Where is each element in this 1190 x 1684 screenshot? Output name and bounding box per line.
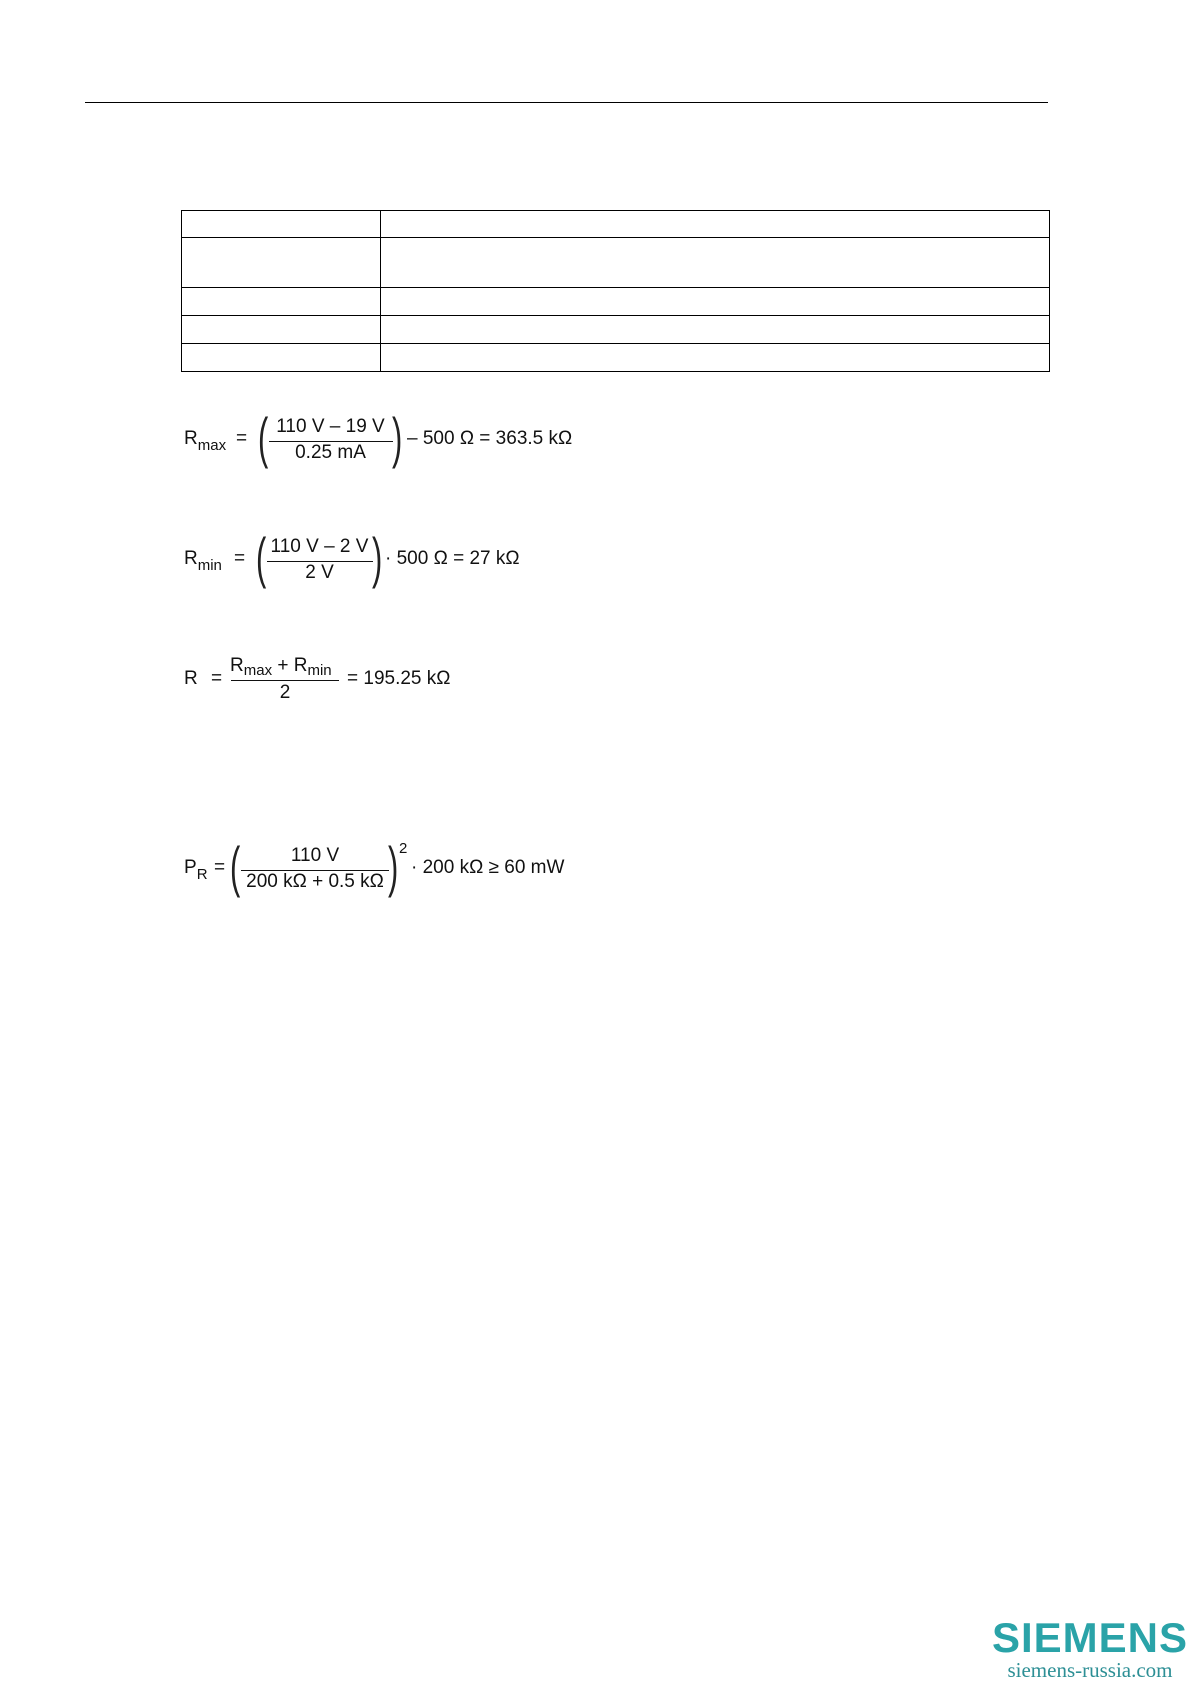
- table-cell: [381, 238, 1050, 288]
- table-cell: [182, 238, 381, 288]
- table-cell: [381, 344, 1050, 372]
- formula-lhs: R: [184, 668, 198, 689]
- fraction-denominator: 0.25 mA: [295, 442, 366, 463]
- formula-lhs: P: [184, 857, 197, 878]
- fraction-bar: [231, 680, 339, 681]
- table-cell: [182, 288, 381, 316]
- formula-lhs-subscript: R: [196, 866, 208, 883]
- table-cell: [381, 288, 1050, 316]
- formula-lhs-subscript: max: [197, 437, 227, 454]
- table-row: [182, 288, 1050, 316]
- table-cell: [182, 344, 381, 372]
- siemens-logo: SIEMENS: [991, 1614, 1189, 1661]
- right-paren: ): [392, 406, 403, 469]
- parameter-table: [181, 210, 1050, 372]
- fraction-numerator: $R_{max} + R_{min}$: [230, 655, 332, 679]
- formula-tail: · 200 kΩ ≥ 60 mW: [411, 857, 565, 878]
- table-cell: [182, 316, 381, 344]
- table-row: [182, 211, 1050, 238]
- fraction-denominator: 2 V: [305, 562, 334, 583]
- equals-sign: =: [211, 668, 223, 689]
- fraction-numerator: 110 V: [290, 845, 340, 866]
- fraction-denominator: 200 kΩ + 0.5 kΩ: [246, 871, 384, 892]
- table-row: [182, 316, 1050, 344]
- exponent: 2: [399, 840, 408, 857]
- table-row: [182, 238, 1050, 288]
- fraction-denominator: 2: [279, 682, 291, 703]
- equals-sign: =: [234, 548, 246, 569]
- formula-rmax: [184, 406, 584, 476]
- left-paren: (: [230, 835, 241, 898]
- right-paren: ): [372, 526, 383, 589]
- website-url: siemens-russia.com: [1007, 1658, 1173, 1682]
- table-cell: [381, 211, 1050, 238]
- table-cell: [381, 316, 1050, 344]
- header-rule: [85, 102, 1048, 103]
- formula-lhs-subscript: min: [197, 557, 222, 574]
- formula-rmin: [184, 526, 584, 596]
- left-paren: (: [256, 526, 267, 589]
- table-row: [182, 344, 1050, 372]
- formula-r-average: [184, 655, 484, 715]
- table-cell: [182, 211, 381, 238]
- formula-tail: – 500 Ω = 363.5 kΩ: [407, 428, 573, 449]
- left-paren: (: [258, 406, 269, 469]
- right-paren: ): [388, 835, 399, 898]
- formula-tail: · 500 Ω = 27 kΩ: [385, 548, 520, 569]
- formula-lhs: R: [184, 428, 198, 449]
- formula-power: [184, 835, 604, 904]
- fraction-numerator: 110 V – 2 V: [270, 536, 369, 557]
- formula-tail: = 195.25 kΩ: [347, 668, 451, 689]
- equals-sign: =: [236, 428, 248, 449]
- equals-sign: =: [214, 857, 226, 878]
- formula-lhs: R: [184, 548, 198, 569]
- fraction-numerator: 110 V – 19 V: [276, 416, 385, 437]
